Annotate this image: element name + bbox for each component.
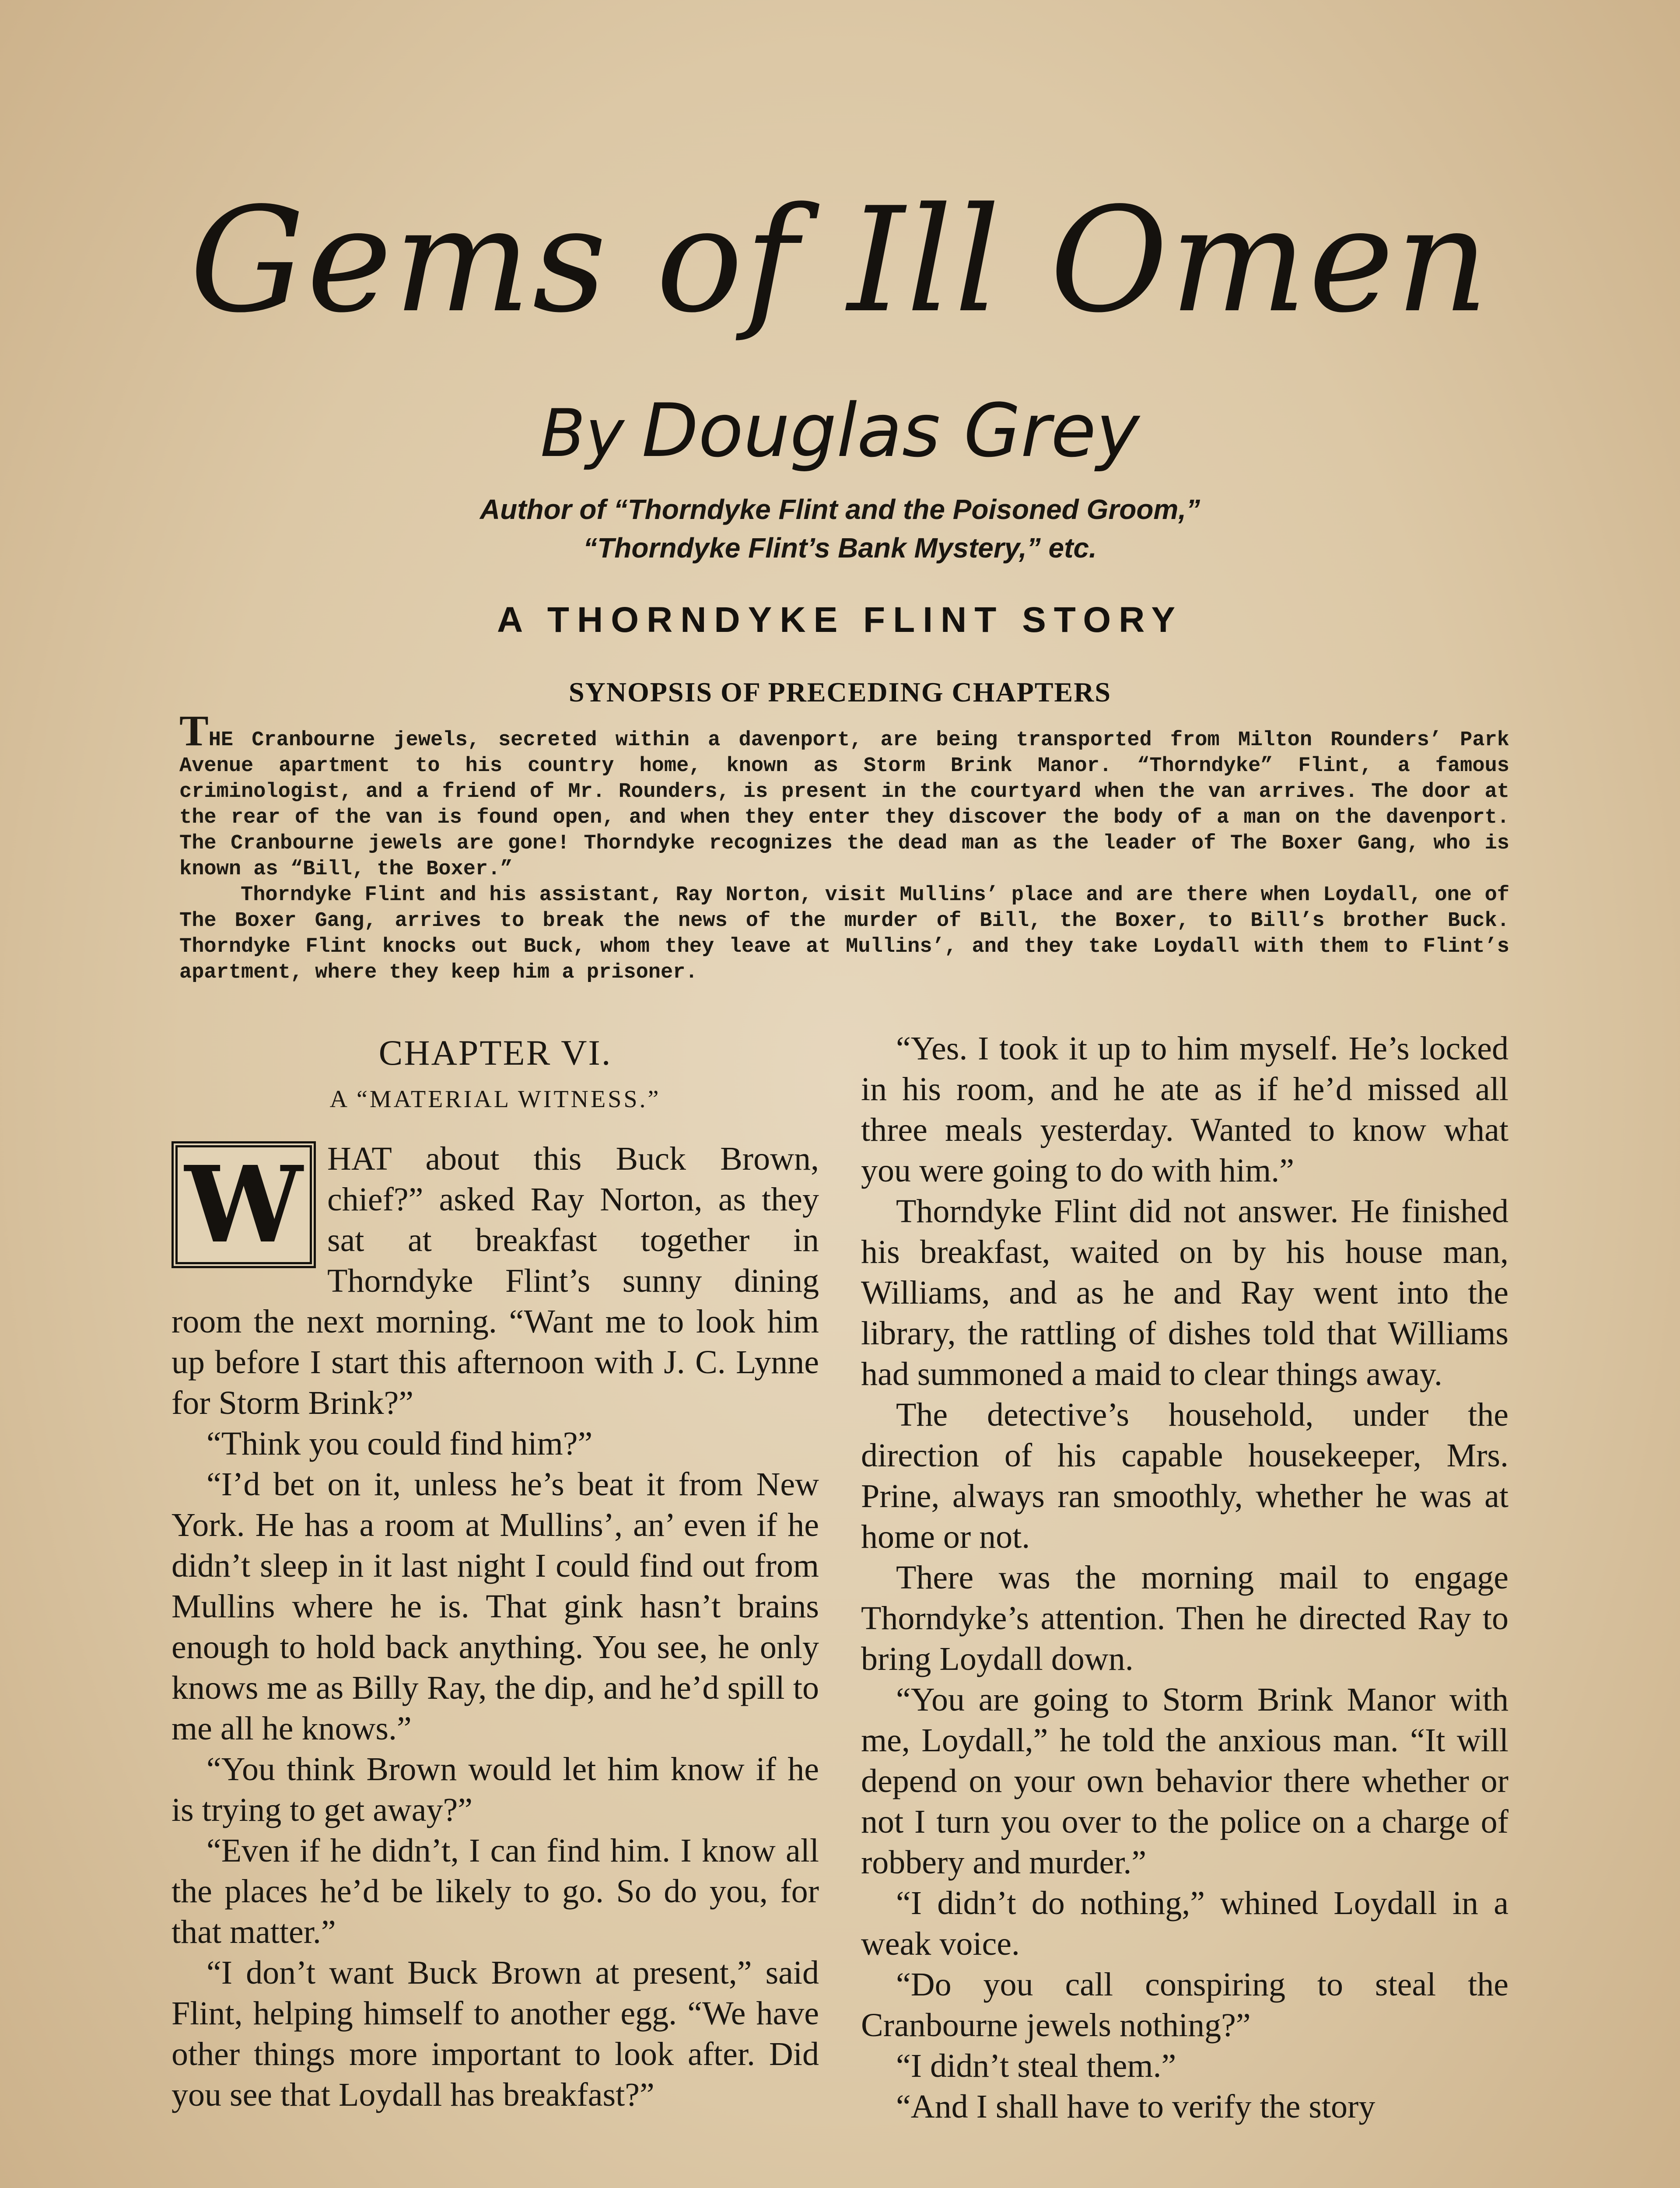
body-paragraph: “And I shall have to verify the story	[896, 2088, 1376, 2125]
author-credits-line-2: “Thorndyke Flint’s Bank Mystery,” etc.	[583, 532, 1097, 564]
body-paragraph: “I don’t want Buck Brown at present,” said Flint, helping himself to another egg. “We have other things more important to look after. Did you see that Loydall has breakfast?”	[172, 1954, 819, 2113]
body-paragraph: HAT about this Buck Brown, chief?” asked Ray Norton, as they sat at breakfast together in Thorndyke Flint’s sunny dining room the next morning. “Want me to look him up before I start this afternoon with J. C. Lynne for Storm Brink?”	[172, 1140, 819, 1421]
drop-cap	[172, 1141, 316, 1268]
chapter-subtitle: A “MATERIAL WITNESS.”	[329, 1086, 661, 1113]
synopsis-paragraph	[179, 706, 1509, 882]
right-column	[861, 1028, 1508, 2127]
left-column	[172, 1028, 819, 2115]
by-mark: By	[540, 396, 624, 472]
body-paragraph: “Yes. I took it up to him myself. He’s locked in his room, and he ate as if he’d missed all three meals yesterday. Wanted to know what you were going to do with him.”	[861, 1030, 1508, 1189]
series-line: A THORNDYKE FLINT STORY	[497, 600, 1183, 640]
body-paragraph: “Do you call conspiring to steal the Cranbourne jewels nothing?”	[861, 1966, 1508, 2044]
synopsis-heading: SYNOPSIS OF PRECEDING CHAPTERS	[568, 677, 1112, 708]
body-paragraph: The detective’s household, under the direction of his capable housekeeper, Mrs. Prine, always ran smoothly, whether he was at home or not.	[861, 1396, 1508, 1555]
chapter-heading: CHAPTER VI.	[378, 1033, 612, 1073]
synopsis-paragraph-text: HE Cranbourne jewels, secreted within a davenport, are being transported from Milton Rounders’ Park Avenue apartment to his country home, known as Storm Brink Manor. “Thorndyke” Flint, a famous criminologist, and a friend of Mr. Rounders, is present in the courtyard when the van arrives. The door at the rear of the van is found open, and when they enter they discover the body of a man on the davenport. The Cranbourne jewels are gone! Thorndyke recognizes the dead man as the leader of The Boxer Gang, who is known as “Bill, the Boxer.”	[179, 729, 1509, 881]
body-paragraph: “I’d bet on it, unless he’s beat it from New York. He has a room at Mullins’, an’ even if he didn’t sleep in it last night I could find out from Mullins where he is. That gink hasn’t brains enough to hold back anything. You see, he only knows me as Billy Ray, the dip, and he’d spill to me all he knows.”	[172, 1466, 819, 1747]
synopsis-text	[179, 706, 1509, 985]
synopsis-paragraph: Thorndyke Flint and his assistant, Ray Norton, visit Mullins’ place and are there when Loydall, one of The Boxer Gang, arrives to break the news of the murder of Bill, the Boxer, to Bill’s brother Buck. Thorndyke Flint knocks out Buck, whom they leave at Mullins’, and they take Loydall with them to Flint’s apartment, where they keep him a prisoner.	[179, 884, 1509, 984]
body-paragraph: “You are going to Storm Brink Manor with me, Loydall,” he told the anxious man. “It will depend on your own behavior there whether or not I turn you over to the police on a charge of robbery and murder.”	[861, 1681, 1508, 1881]
body-paragraph: “Think you could find him?”	[206, 1425, 593, 1462]
body-paragraph: “I didn’t do nothing,” whined Loydall in a weak voice.	[861, 1885, 1508, 1962]
author-name: Douglas Grey	[641, 388, 1140, 473]
author-credits-line-1: Author of “Thorndyke Flint and the Poisoned Groom,”	[480, 494, 1200, 525]
story-title: Gems of Ill Omen	[189, 176, 1491, 344]
body-paragraph: “You think Brown would let him know if he is trying to get away?”	[172, 1751, 819, 1828]
body-paragraph: “I didn’t steal them.”	[896, 2048, 1176, 2084]
synopsis-initial: T	[179, 706, 209, 755]
body-paragraph: “Even if he didn’t, I can find him. I know all the places he’d be likely to go. So do you, for that matter.”	[172, 1832, 819, 1950]
drop-cap-letter: W	[185, 1143, 303, 1266]
author-byline	[0, 388, 1680, 473]
author-credits	[0, 490, 1680, 567]
body-paragraph: There was the morning mail to engage Thorndyke’s attention. Then he directed Ray to bring Loydall down.	[861, 1559, 1508, 1677]
body-paragraph: Thorndyke Flint did not answer. He finished his breakfast, waited on by his house man, Williams, and as he and Ray went into the library, the rattling of dishes told that Williams had summoned a maid to clear things away.	[861, 1193, 1508, 1392]
